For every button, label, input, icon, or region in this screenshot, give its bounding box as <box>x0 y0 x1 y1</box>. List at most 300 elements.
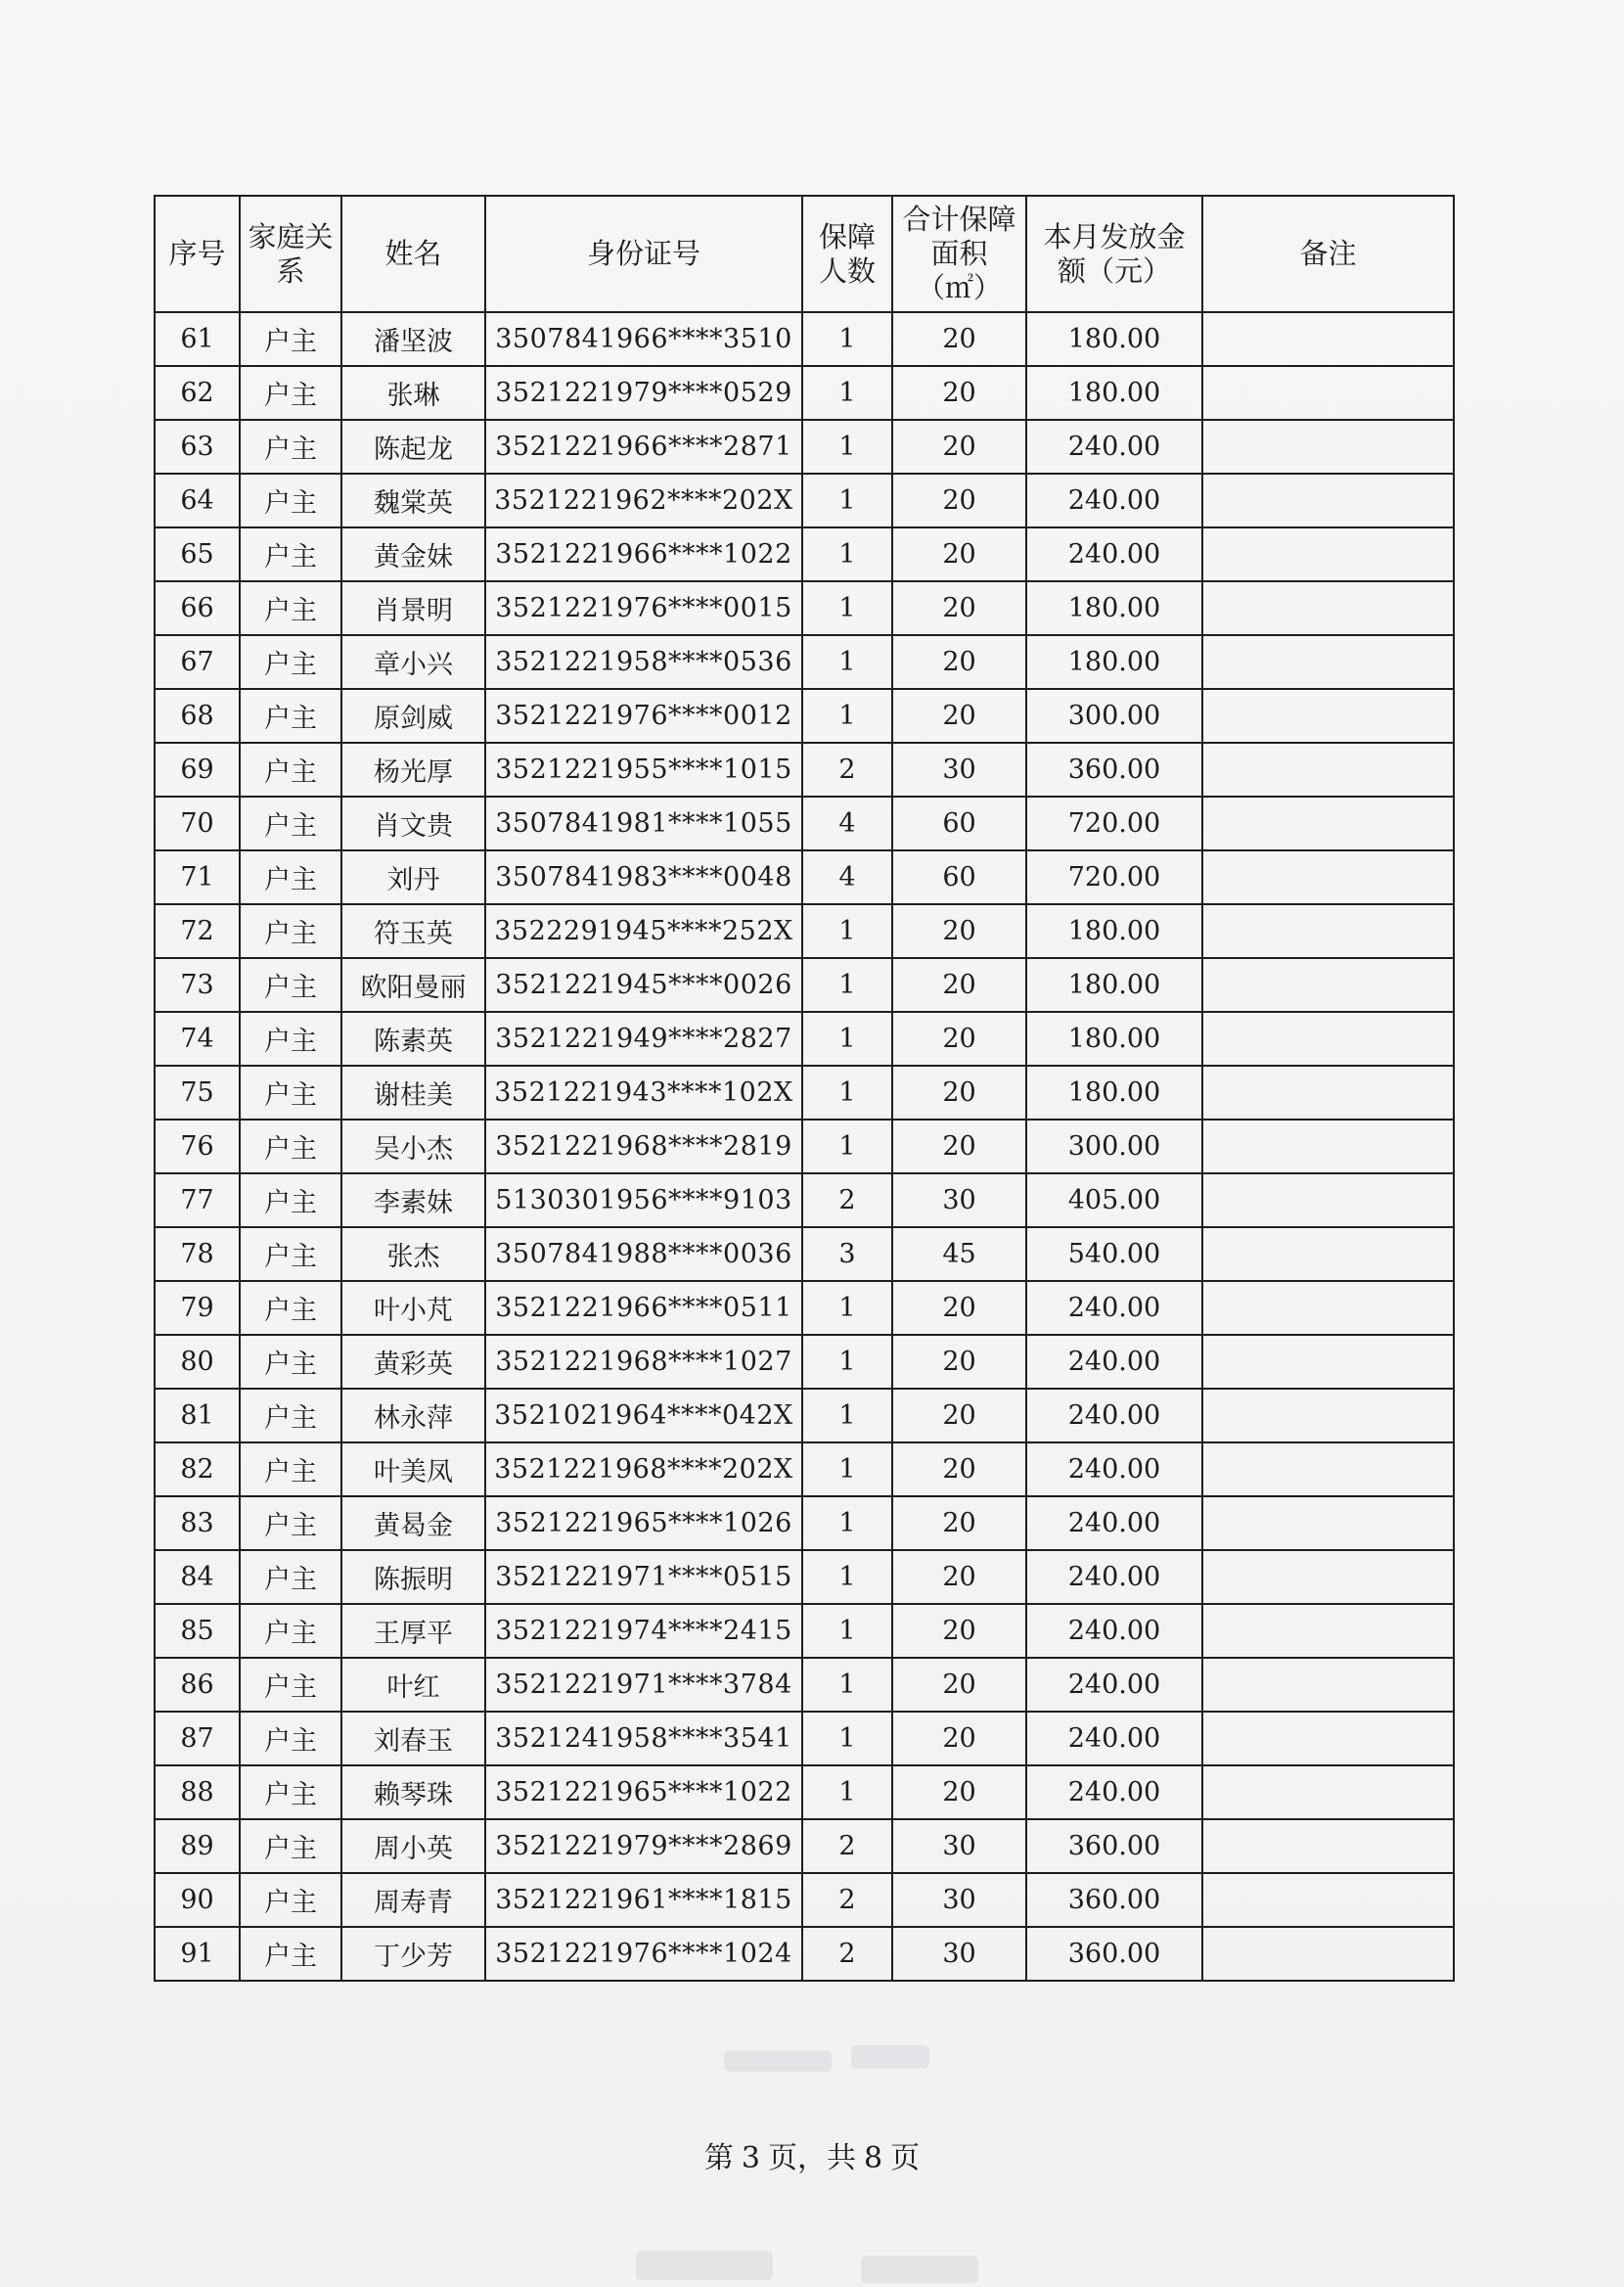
cell-name: 陈起龙 <box>341 420 485 474</box>
cell-area: 20 <box>892 1550 1026 1604</box>
cell-name: 潘坚波 <box>341 312 485 366</box>
cell-persons: 2 <box>802 1819 892 1873</box>
cell-persons: 1 <box>802 1550 892 1604</box>
cell-seq: 61 <box>155 312 240 366</box>
cell-name: 章小兴 <box>341 635 485 689</box>
cell-relation: 户主 <box>240 958 341 1012</box>
cell-id-number: 3521221971****3784 <box>485 1658 802 1712</box>
cell-id-number: 3521221976****1024 <box>485 1927 802 1981</box>
cell-amount: 360.00 <box>1026 1927 1202 1981</box>
cell-relation: 户主 <box>240 1819 341 1873</box>
cell-id-number: 3521221976****0012 <box>485 689 802 743</box>
cell-area: 30 <box>892 1819 1026 1873</box>
cell-name: 肖景明 <box>341 581 485 635</box>
cell-id-number: 3521221949****2827 <box>485 1012 802 1066</box>
table-row <box>155 1012 1454 1066</box>
cell-id-number: 3521221966****2871 <box>485 420 802 474</box>
cell-persons: 2 <box>802 1873 892 1927</box>
cell-area: 20 <box>892 1066 1026 1120</box>
cell-id-number: 3521221979****0529 <box>485 366 802 420</box>
cell-seq: 88 <box>155 1765 240 1819</box>
cell-area: 20 <box>892 689 1026 743</box>
cell-seq: 84 <box>155 1550 240 1604</box>
cell-area: 20 <box>892 1658 1026 1712</box>
cell-area: 45 <box>892 1227 1026 1281</box>
cell-seq: 82 <box>155 1442 240 1496</box>
cell-area: 20 <box>892 1281 1026 1335</box>
cell-persons: 3 <box>802 1227 892 1281</box>
cell-persons: 1 <box>802 1496 892 1550</box>
table-row <box>155 958 1454 1012</box>
cell-amount: 720.00 <box>1026 797 1202 850</box>
cell-remark <box>1202 312 1454 366</box>
cell-remark <box>1202 474 1454 527</box>
cell-area: 20 <box>892 420 1026 474</box>
page-mid: 页，共 <box>768 2141 856 2175</box>
cell-area: 20 <box>892 581 1026 635</box>
cell-seq: 79 <box>155 1281 240 1335</box>
cell-relation: 户主 <box>240 527 341 581</box>
cell-seq: 89 <box>155 1819 240 1873</box>
cell-name: 黄金妹 <box>341 527 485 581</box>
cell-relation: 户主 <box>240 797 341 850</box>
cell-name: 叶红 <box>341 1658 485 1712</box>
housing-subsidy-table <box>154 195 1455 1982</box>
cell-remark <box>1202 527 1454 581</box>
cell-amount: 180.00 <box>1026 958 1202 1012</box>
page-footer <box>0 2133 1624 2176</box>
header-amount: 本月发放金额（元） <box>1026 196 1202 312</box>
cell-persons: 1 <box>802 689 892 743</box>
cell-remark <box>1202 1281 1454 1335</box>
cell-remark <box>1202 743 1454 797</box>
cell-remark <box>1202 797 1454 850</box>
cell-relation: 户主 <box>240 1658 341 1712</box>
cell-remark <box>1202 850 1454 904</box>
cell-name: 陈素英 <box>341 1012 485 1066</box>
cell-persons: 1 <box>802 904 892 958</box>
cell-remark <box>1202 635 1454 689</box>
page-suffix: 页 <box>890 2141 921 2175</box>
cell-id-number: 3521221968****1027 <box>485 1335 802 1389</box>
cell-seq: 87 <box>155 1712 240 1765</box>
cell-id-number: 3521221958****0536 <box>485 635 802 689</box>
table-row <box>155 1819 1454 1873</box>
cell-persons: 2 <box>802 1927 892 1981</box>
cell-name: 叶小芃 <box>341 1281 485 1335</box>
cell-name: 林永萍 <box>341 1389 485 1442</box>
cell-seq: 75 <box>155 1066 240 1120</box>
cell-area: 20 <box>892 1335 1026 1389</box>
table-row <box>155 527 1454 581</box>
scan-smudge <box>861 2256 978 2283</box>
cell-id-number: 3522291945****252X <box>485 904 802 958</box>
cell-amount: 240.00 <box>1026 1765 1202 1819</box>
cell-name: 杨光厚 <box>341 743 485 797</box>
cell-persons: 1 <box>802 635 892 689</box>
table-row <box>155 797 1454 850</box>
cell-name: 谢桂美 <box>341 1066 485 1120</box>
cell-seq: 78 <box>155 1227 240 1281</box>
cell-seq: 64 <box>155 474 240 527</box>
cell-id-number: 3521221966****1022 <box>485 527 802 581</box>
cell-relation: 户主 <box>240 474 341 527</box>
table-row <box>155 1550 1454 1604</box>
cell-persons: 1 <box>802 474 892 527</box>
cell-relation: 户主 <box>240 1012 341 1066</box>
cell-seq: 62 <box>155 366 240 420</box>
table-row <box>155 420 1454 474</box>
cell-persons: 4 <box>802 850 892 904</box>
cell-id-number: 3507841966****3510 <box>485 312 802 366</box>
table-row <box>155 850 1454 904</box>
cell-relation: 户主 <box>240 581 341 635</box>
cell-id-number: 3521221965****1026 <box>485 1496 802 1550</box>
cell-seq: 85 <box>155 1604 240 1658</box>
cell-relation: 户主 <box>240 1120 341 1173</box>
cell-amount: 240.00 <box>1026 474 1202 527</box>
cell-persons: 1 <box>802 366 892 420</box>
cell-area: 20 <box>892 958 1026 1012</box>
cell-amount: 240.00 <box>1026 1442 1202 1496</box>
cell-area: 20 <box>892 1765 1026 1819</box>
cell-remark <box>1202 1173 1454 1227</box>
cell-relation: 户主 <box>240 1873 341 1927</box>
cell-area: 20 <box>892 1712 1026 1765</box>
table-row <box>155 743 1454 797</box>
cell-name: 黄彩英 <box>341 1335 485 1389</box>
header-seq: 序号 <box>155 196 240 312</box>
cell-area: 20 <box>892 1604 1026 1658</box>
table-row <box>155 1281 1454 1335</box>
cell-seq: 67 <box>155 635 240 689</box>
cell-seq: 74 <box>155 1012 240 1066</box>
cell-relation: 户主 <box>240 904 341 958</box>
cell-remark <box>1202 1227 1454 1281</box>
cell-amount: 180.00 <box>1026 1066 1202 1120</box>
cell-area: 30 <box>892 1173 1026 1227</box>
cell-id-number: 3507841983****0048 <box>485 850 802 904</box>
cell-id-number: 3521221965****1022 <box>485 1765 802 1819</box>
page-total: 8 <box>864 2141 883 2175</box>
cell-area: 60 <box>892 850 1026 904</box>
cell-id-number: 3521221974****2415 <box>485 1604 802 1658</box>
cell-persons: 1 <box>802 527 892 581</box>
cell-amount: 180.00 <box>1026 904 1202 958</box>
cell-remark <box>1202 1765 1454 1819</box>
header-persons: 保障人数 <box>802 196 892 312</box>
cell-seq: 73 <box>155 958 240 1012</box>
table-row <box>155 1335 1454 1389</box>
cell-amount: 240.00 <box>1026 420 1202 474</box>
cell-relation: 户主 <box>240 635 341 689</box>
cell-id-number: 3521221968****2819 <box>485 1120 802 1173</box>
table-row <box>155 1658 1454 1712</box>
cell-remark <box>1202 1012 1454 1066</box>
table-row <box>155 1389 1454 1442</box>
cell-name: 周寿青 <box>341 1873 485 1927</box>
table-row <box>155 474 1454 527</box>
cell-id-number: 3507841988****0036 <box>485 1227 802 1281</box>
cell-relation: 户主 <box>240 1066 341 1120</box>
cell-remark <box>1202 1712 1454 1765</box>
cell-id-number: 3521221945****0026 <box>485 958 802 1012</box>
cell-seq: 71 <box>155 850 240 904</box>
cell-area: 20 <box>892 527 1026 581</box>
cell-persons: 2 <box>802 1173 892 1227</box>
cell-amount: 240.00 <box>1026 1604 1202 1658</box>
cell-name: 魏棠英 <box>341 474 485 527</box>
cell-amount: 540.00 <box>1026 1227 1202 1281</box>
cell-name: 肖文贵 <box>341 797 485 850</box>
cell-relation: 户主 <box>240 1604 341 1658</box>
cell-persons: 4 <box>802 797 892 850</box>
table-row <box>155 1712 1454 1765</box>
cell-area: 30 <box>892 1873 1026 1927</box>
cell-seq: 70 <box>155 797 240 850</box>
cell-name: 周小英 <box>341 1819 485 1873</box>
cell-persons: 1 <box>802 1442 892 1496</box>
cell-persons: 1 <box>802 420 892 474</box>
cell-name: 黄曷金 <box>341 1496 485 1550</box>
cell-name: 原剑威 <box>341 689 485 743</box>
cell-id-number: 3521221961****1815 <box>485 1873 802 1927</box>
table-row <box>155 1173 1454 1227</box>
cell-relation: 户主 <box>240 850 341 904</box>
cell-id-number: 3521221971****0515 <box>485 1550 802 1604</box>
cell-name: 王厚平 <box>341 1604 485 1658</box>
cell-remark <box>1202 581 1454 635</box>
table-row <box>155 1442 1454 1496</box>
table-row <box>155 1496 1454 1550</box>
header-area: 合计保障面积（㎡） <box>892 196 1026 312</box>
cell-amount: 240.00 <box>1026 1496 1202 1550</box>
cell-relation: 户主 <box>240 1442 341 1496</box>
cell-amount: 180.00 <box>1026 1012 1202 1066</box>
header-id-number: 身份证号 <box>485 196 802 312</box>
cell-seq: 86 <box>155 1658 240 1712</box>
cell-relation: 户主 <box>240 420 341 474</box>
cell-relation: 户主 <box>240 689 341 743</box>
cell-persons: 1 <box>802 1389 892 1442</box>
cell-name: 张琳 <box>341 366 485 420</box>
cell-relation: 户主 <box>240 743 341 797</box>
cell-amount: 240.00 <box>1026 1550 1202 1604</box>
cell-seq: 81 <box>155 1389 240 1442</box>
cell-name: 张杰 <box>341 1227 485 1281</box>
cell-seq: 66 <box>155 581 240 635</box>
cell-amount: 300.00 <box>1026 1120 1202 1173</box>
cell-area: 60 <box>892 797 1026 850</box>
cell-seq: 90 <box>155 1873 240 1927</box>
cell-seq: 77 <box>155 1173 240 1227</box>
cell-area: 20 <box>892 1389 1026 1442</box>
scan-smudge <box>724 2050 832 2072</box>
cell-area: 20 <box>892 366 1026 420</box>
table-row <box>155 1873 1454 1927</box>
cell-relation: 户主 <box>240 1927 341 1981</box>
cell-remark <box>1202 689 1454 743</box>
cell-area: 20 <box>892 312 1026 366</box>
cell-seq: 68 <box>155 689 240 743</box>
cell-id-number: 3521221979****2869 <box>485 1819 802 1873</box>
cell-name: 刘春玉 <box>341 1712 485 1765</box>
cell-relation: 户主 <box>240 1281 341 1335</box>
cell-persons: 2 <box>802 743 892 797</box>
cell-name: 赖琴珠 <box>341 1765 485 1819</box>
cell-remark <box>1202 1873 1454 1927</box>
cell-remark <box>1202 904 1454 958</box>
cell-id-number: 3507841981****1055 <box>485 797 802 850</box>
cell-id-number: 3521221943****102X <box>485 1066 802 1120</box>
cell-amount: 240.00 <box>1026 1335 1202 1389</box>
cell-amount: 180.00 <box>1026 312 1202 366</box>
cell-seq: 76 <box>155 1120 240 1173</box>
cell-relation: 户主 <box>240 1335 341 1389</box>
cell-area: 20 <box>892 1120 1026 1173</box>
cell-id-number: 3521241958****3541 <box>485 1712 802 1765</box>
scan-smudge <box>851 2045 929 2069</box>
cell-relation: 户主 <box>240 1550 341 1604</box>
cell-amount: 300.00 <box>1026 689 1202 743</box>
table-row <box>155 689 1454 743</box>
cell-relation: 户主 <box>240 1227 341 1281</box>
table-body <box>155 312 1454 1981</box>
cell-persons: 1 <box>802 958 892 1012</box>
table-row <box>155 635 1454 689</box>
cell-seq: 72 <box>155 904 240 958</box>
header-relation: 家庭关系 <box>240 196 341 312</box>
cell-amount: 360.00 <box>1026 1819 1202 1873</box>
cell-name: 李素妹 <box>341 1173 485 1227</box>
cell-relation: 户主 <box>240 1496 341 1550</box>
cell-area: 20 <box>892 904 1026 958</box>
table-row <box>155 581 1454 635</box>
cell-id-number: 3521221955****1015 <box>485 743 802 797</box>
cell-name: 符玉英 <box>341 904 485 958</box>
cell-relation: 户主 <box>240 366 341 420</box>
cell-remark <box>1202 1120 1454 1173</box>
cell-seq: 69 <box>155 743 240 797</box>
cell-relation: 户主 <box>240 1389 341 1442</box>
cell-remark <box>1202 420 1454 474</box>
header-name: 姓名 <box>341 196 485 312</box>
cell-name: 丁少芳 <box>341 1927 485 1981</box>
cell-area: 20 <box>892 1496 1026 1550</box>
cell-remark <box>1202 1066 1454 1120</box>
cell-relation: 户主 <box>240 312 341 366</box>
cell-relation: 户主 <box>240 1765 341 1819</box>
cell-seq: 80 <box>155 1335 240 1389</box>
cell-remark <box>1202 1496 1454 1550</box>
cell-persons: 1 <box>802 1712 892 1765</box>
cell-name: 欧阳曼丽 <box>341 958 485 1012</box>
cell-amount: 405.00 <box>1026 1173 1202 1227</box>
cell-remark <box>1202 1819 1454 1873</box>
header-remark: 备注 <box>1202 196 1454 312</box>
cell-seq: 63 <box>155 420 240 474</box>
cell-persons: 1 <box>802 1658 892 1712</box>
cell-relation: 户主 <box>240 1173 341 1227</box>
cell-seq: 83 <box>155 1496 240 1550</box>
cell-area: 30 <box>892 743 1026 797</box>
page-prefix: 第 <box>703 2141 734 2175</box>
cell-persons: 1 <box>802 1120 892 1173</box>
table-row <box>155 366 1454 420</box>
cell-name: 叶美凤 <box>341 1442 485 1496</box>
cell-remark <box>1202 1335 1454 1389</box>
cell-area: 20 <box>892 1442 1026 1496</box>
cell-amount: 240.00 <box>1026 1658 1202 1712</box>
cell-remark <box>1202 1442 1454 1496</box>
cell-remark <box>1202 958 1454 1012</box>
table-row <box>155 1604 1454 1658</box>
cell-persons: 1 <box>802 1012 892 1066</box>
cell-amount: 240.00 <box>1026 1281 1202 1335</box>
cell-persons: 1 <box>802 1335 892 1389</box>
table-row <box>155 1066 1454 1120</box>
cell-amount: 180.00 <box>1026 366 1202 420</box>
table-row <box>155 1765 1454 1819</box>
cell-remark <box>1202 1550 1454 1604</box>
cell-persons: 1 <box>802 1281 892 1335</box>
cell-amount: 360.00 <box>1026 1873 1202 1927</box>
cell-area: 20 <box>892 474 1026 527</box>
cell-id-number: 3521221976****0015 <box>485 581 802 635</box>
cell-amount: 240.00 <box>1026 527 1202 581</box>
table-row <box>155 312 1454 366</box>
cell-id-number: 3521221968****202X <box>485 1442 802 1496</box>
cell-name: 陈振明 <box>341 1550 485 1604</box>
cell-persons: 1 <box>802 312 892 366</box>
page-current: 3 <box>741 2141 760 2175</box>
cell-name: 刘丹 <box>341 850 485 904</box>
cell-persons: 1 <box>802 1604 892 1658</box>
cell-area: 20 <box>892 1012 1026 1066</box>
cell-area: 30 <box>892 1927 1026 1981</box>
cell-remark <box>1202 1927 1454 1981</box>
cell-amount: 180.00 <box>1026 581 1202 635</box>
cell-amount: 720.00 <box>1026 850 1202 904</box>
cell-amount: 180.00 <box>1026 635 1202 689</box>
cell-id-number: 3521221966****0511 <box>485 1281 802 1335</box>
table-row <box>155 904 1454 958</box>
cell-id-number: 5130301956****9103 <box>485 1173 802 1227</box>
cell-name: 吴小杰 <box>341 1120 485 1173</box>
cell-remark <box>1202 1389 1454 1442</box>
cell-persons: 1 <box>802 581 892 635</box>
table-row <box>155 1227 1454 1281</box>
table-row <box>155 1120 1454 1173</box>
table-header-row <box>155 196 1454 312</box>
scan-smudge <box>636 2251 773 2280</box>
cell-amount: 240.00 <box>1026 1389 1202 1442</box>
cell-seq: 91 <box>155 1927 240 1981</box>
cell-remark <box>1202 1604 1454 1658</box>
cell-relation: 户主 <box>240 1712 341 1765</box>
cell-remark <box>1202 366 1454 420</box>
cell-remark <box>1202 1658 1454 1712</box>
cell-amount: 240.00 <box>1026 1712 1202 1765</box>
cell-id-number: 3521021964****042X <box>485 1389 802 1442</box>
cell-area: 20 <box>892 635 1026 689</box>
cell-amount: 360.00 <box>1026 743 1202 797</box>
cell-seq: 65 <box>155 527 240 581</box>
cell-persons: 1 <box>802 1765 892 1819</box>
table-row <box>155 1927 1454 1981</box>
cell-id-number: 3521221962****202X <box>485 474 802 527</box>
cell-persons: 1 <box>802 1066 892 1120</box>
